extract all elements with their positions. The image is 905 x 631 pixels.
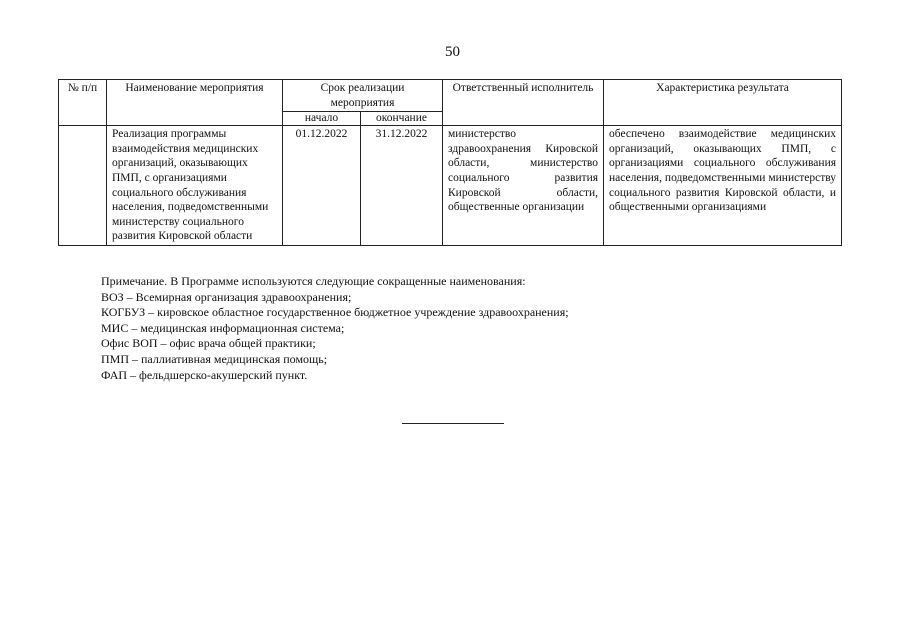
page-number: 50 xyxy=(445,44,460,60)
row-end-date: 31.12.2022 xyxy=(361,126,443,246)
header-result: Характеристика результата xyxy=(604,80,842,126)
note-intro: Примечание. В Программе используются следующие сокращенные наименования: xyxy=(101,274,526,288)
row-name: Реализация программы взаимодействия медицинских организаций, оказывающих ПМП, с организациями социального обслуживания населения, подведомственными министерству социального развития Кировской области xyxy=(107,126,283,246)
note-item: ФАП – фельдшерско-акушерский пункт. xyxy=(101,367,308,382)
activities-table xyxy=(58,79,842,246)
row-num xyxy=(59,126,107,246)
note-item: ПМП – паллиативная медицинская помощь; xyxy=(101,351,328,366)
header-start: начало xyxy=(283,112,361,126)
header-num: № п/п xyxy=(59,80,107,126)
header-executor: Ответственный исполнитель xyxy=(443,80,604,126)
table-header-row xyxy=(59,80,842,112)
abbreviations-note xyxy=(101,274,569,383)
note-item: МИС – медицинская информационная система; xyxy=(101,320,345,335)
note-item: КОГБУЗ – кировское областное государственное бюджетное учреждение здравоохранения; xyxy=(101,305,569,320)
row-start-date: 01.12.2022 xyxy=(283,126,361,246)
row-executor: министерство здравоохранения Кировской области, министерство социального развития Кировской области, общественные организации xyxy=(443,126,604,246)
header-period: Срок реализации мероприятия xyxy=(283,80,443,112)
header-name: Наименование мероприятия xyxy=(107,80,283,126)
row-result: обеспечено взаимодействие медицинских организаций, оказывающих ПМП, с организациями социального обслуживания населения, подведомственными министерству социального развития Кировской области, и общественными организациями xyxy=(604,126,842,246)
note-item: ВОЗ – Всемирная организация здравоохранения; xyxy=(101,289,352,304)
table-row xyxy=(59,126,842,246)
header-end: окончание xyxy=(361,112,443,126)
note-item: Офис ВОП – офис врача общей практики; xyxy=(101,336,316,351)
end-of-document-rule xyxy=(402,423,504,424)
